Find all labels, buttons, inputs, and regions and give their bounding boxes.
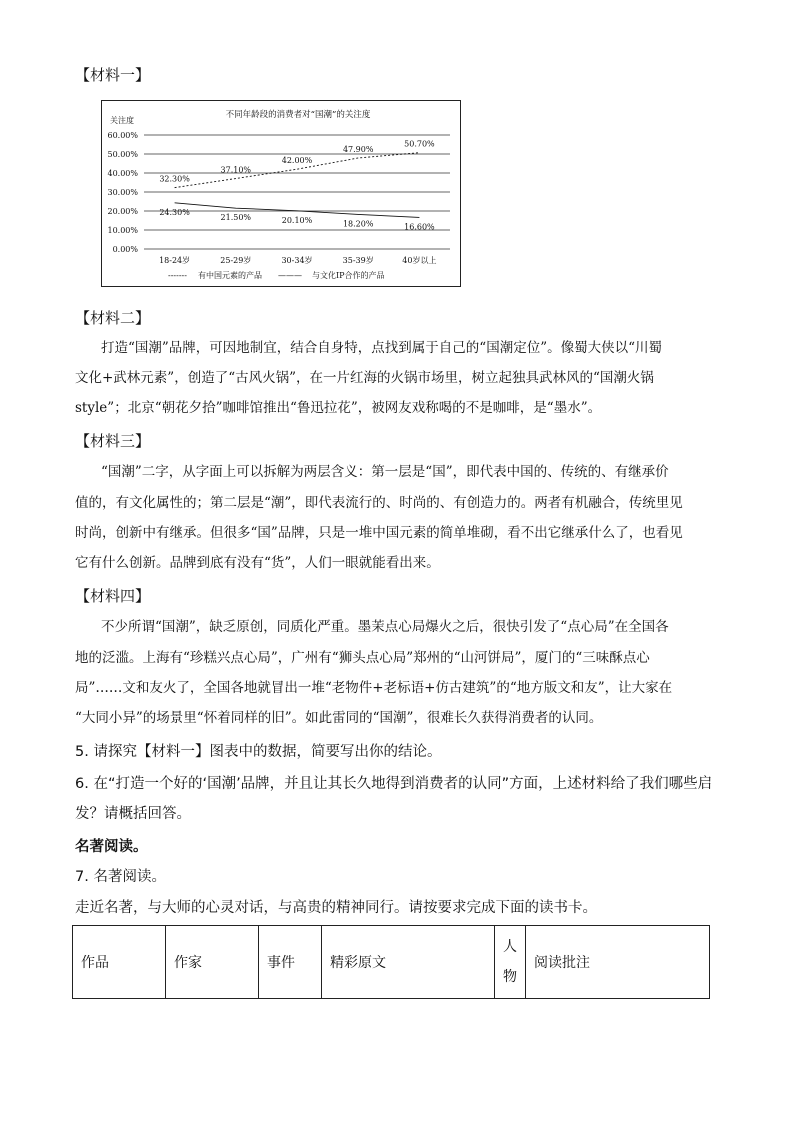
material3-line: “国潮”二字，从字面上可以拆解为两层含义：第一层是“国”，即代表中国的、传统的、有继承价 [101, 464, 669, 480]
material3-line: 它有什么创新。品牌到底有没有“货”，人们一眼就能看出来。 [75, 555, 440, 571]
table-header-cell: 精彩原文 [322, 926, 495, 999]
material4-line: 地的泛滥。上海有“珍糕兴点心局”，广州有“狮头点心局”郑州的“山河饼局”，厦门的“三味酥点心 [75, 650, 650, 666]
chart-container [101, 100, 461, 287]
chart-ytick-label: 50.00% [107, 150, 138, 159]
material4-line: “大同小异”的场景里“怀着同样的旧”。如此雷同的“国潮”，很难长久获得消费者的认同。 [75, 710, 603, 726]
question-6-line1: 6. 在“打造一个好的‘国潮’品牌，并且让其长久地得到消费者的认同”方面，上述材料给了我们哪些启 [75, 776, 713, 792]
material4-line: 局”……文和友火了，全国各地就冒出一堆“老物件+老标语+仿古建筑”的“地方版文和友”，让大家在 [75, 680, 673, 696]
data-label: 16.60% [404, 222, 435, 232]
chart-xtick-label: 35-39岁 [342, 256, 374, 265]
chart-xtick-label: 30-34岁 [281, 256, 313, 265]
material4-para [101, 612, 741, 642]
chart-ytick-label: 40.00% [107, 169, 138, 178]
material3-line: 值的，有文化属性的；第二层是“潮”，即代表流行的、时尚的、有创造力的。两者有机融合，传统里见 [75, 495, 683, 511]
material1-title: 【材料一】 [75, 66, 151, 84]
material2-title: 【材料二】 [75, 309, 151, 327]
table-header-cell: 作品 [73, 926, 166, 999]
material3-para-cont [75, 488, 745, 578]
material2-line: style”；北京“朝花夕拾”咖啡馆推出“鲁迅拉花”，被网友戏称喝的不是咖啡，是“墨水”。 [75, 400, 602, 416]
material4-para-cont [75, 643, 745, 733]
legend-solid-line: ——— [278, 271, 302, 280]
chart-ytick-label: 30.00% [107, 188, 138, 197]
data-label: 32.30% [159, 174, 190, 184]
table-header-cell: 人物 [495, 926, 526, 999]
material3-line: 时尚，创新中有继承。但很多“国”品牌，只是一堆中国元素的简单堆砌，看不出它继承什么了，也看见 [75, 525, 683, 541]
question-7-intro: 走近名著，与大师的心灵对话，与高贵的精神同行。请按要求完成下面的读书卡。 [75, 900, 597, 916]
data-label: 21.50% [220, 213, 252, 223]
data-label: 18.20% [342, 219, 374, 229]
material3-title: 【材料三】 [75, 432, 151, 450]
material4-line: 不少所谓“国潮”，缺乏原创，同质化严重。墨茉点心局爆火之后，很快引发了“点心局”在全国各 [101, 619, 669, 635]
chart-xtick-label: 40岁以上 [402, 256, 437, 265]
material2-para-cont [75, 363, 745, 423]
chart-ylabel: 关注度 [110, 116, 134, 125]
chart-title: 不同年龄段的消费者对“国潮”的关注度 [225, 110, 371, 120]
table-header-cell: 阅读批注 [526, 926, 710, 999]
legend-solid-text: 与文化IP合作的产品 [312, 271, 385, 280]
data-label: 20.10% [281, 215, 313, 225]
table-row [73, 926, 710, 999]
data-label: 50.70% [404, 139, 435, 149]
material2-line: 文化+武林元素”，创造了“古风火锅”，在一片红海的火锅市场里，树立起独具武林风的“国潮火锅 [75, 370, 654, 386]
data-label: 42.00% [281, 156, 313, 166]
data-label: 37.10% [220, 165, 252, 175]
chart-ytick-label: 10.00% [107, 226, 138, 235]
chart-xtick-label: 25-29岁 [220, 256, 252, 265]
legend-dashed-line: ------- [168, 271, 187, 280]
line-chart [102, 101, 460, 286]
material3-para [101, 457, 741, 487]
chart-ytick-label: 60.00% [107, 131, 138, 140]
reading-card-table [72, 925, 710, 999]
chart-ytick-label: 0.00% [112, 245, 138, 254]
data-label: 47.90% [342, 144, 374, 154]
material2-para [101, 333, 741, 363]
material4-title: 【材料四】 [75, 587, 151, 605]
chart-ytick-label: 20.00% [107, 207, 138, 216]
material2-line: 打造“国潮”品牌，可因地制宜，结合自身特，点找到属于自己的“国潮定位”。像蜀大侠以“川蜀 [101, 340, 663, 356]
question-6-line2: 发？请概括回答。 [75, 806, 191, 822]
section-heading: 名著阅读。 [75, 839, 148, 855]
question-7: 7. 名著阅读。 [75, 869, 166, 885]
table-header-cell: 事件 [259, 926, 322, 999]
data-label: 24.30% [159, 207, 190, 217]
table-header-cell: 作家 [166, 926, 259, 999]
question-5: 5. 请探究【材料一】图表中的数据，简要写出你的结论。 [75, 744, 442, 760]
chart-xtick-label: 18-24岁 [159, 256, 191, 265]
legend-dashed-text: 有中国元素的产品 [198, 271, 262, 280]
